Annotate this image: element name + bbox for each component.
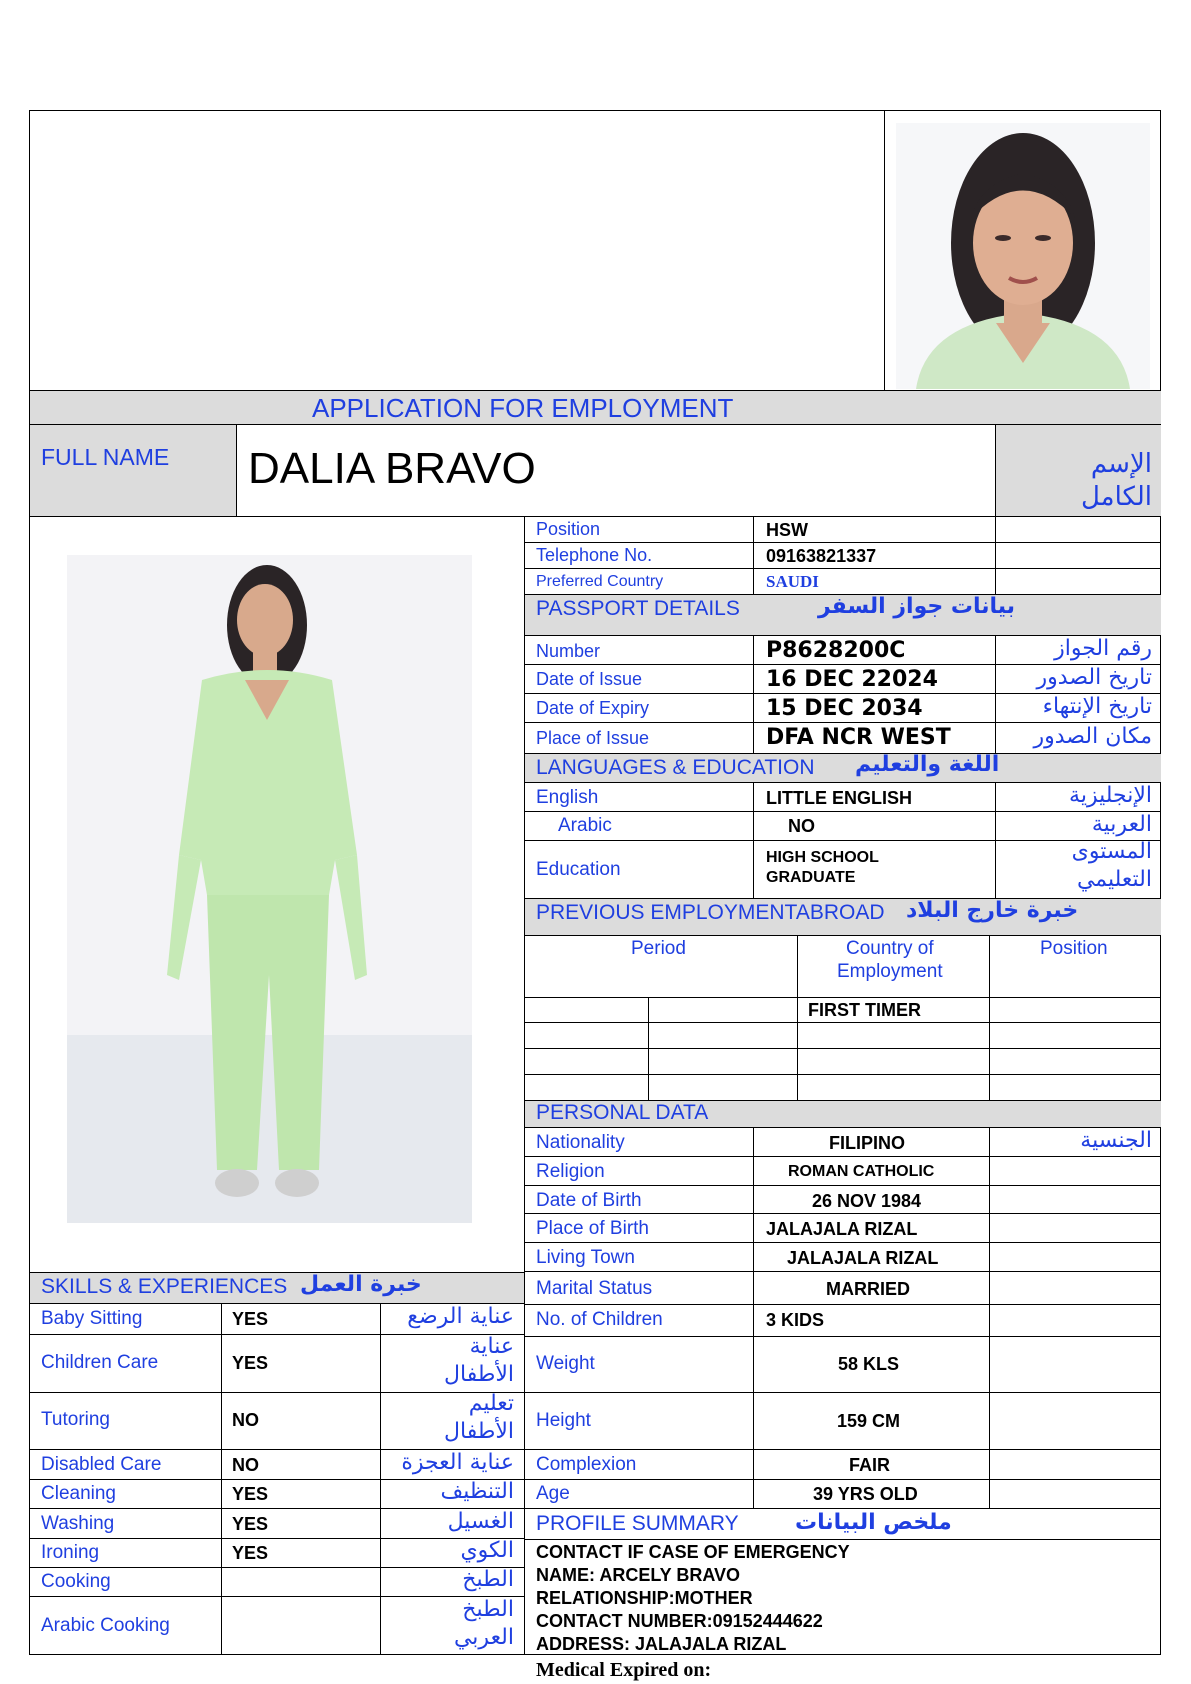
living-town-value: JALAJALA RIZAL — [787, 1248, 939, 1268]
religion-value: ROMAN CATHOLIC — [788, 1163, 935, 1180]
religion-label: Religion — [536, 1161, 605, 1182]
languages-section-title-ar: اللغة والتعليم — [855, 752, 1000, 777]
nationality-label: Nationality — [536, 1132, 625, 1153]
passport-number-label: Number — [536, 641, 601, 661]
date-of-expiry-ar: تاريخ الإنتهاء — [1042, 694, 1152, 719]
passport-number-value: P8628200C — [766, 638, 906, 663]
portrait-photo — [896, 123, 1150, 389]
date-of-expiry-label: Date of Expiry — [536, 698, 650, 718]
skill-cleaning-value: YES — [232, 1484, 269, 1504]
skill-tutoring-ar-line2: الأطفال — [444, 1419, 514, 1444]
skill-disabled-care-label: Disabled Care — [41, 1454, 162, 1475]
arabic-ar: العربية — [1091, 812, 1152, 837]
marital-status-value: MARRIED — [826, 1279, 910, 1299]
date-of-expiry-value: 15 DEC 2034 — [766, 696, 923, 721]
skill-washing-value: YES — [232, 1514, 269, 1534]
age-label: Age — [536, 1483, 570, 1504]
nationality-value: FILIPINO — [829, 1133, 905, 1153]
height-value: 159 CM — [837, 1411, 901, 1431]
skill-disabled-care-value: NO — [232, 1455, 259, 1475]
marital-status-label: Marital Status — [536, 1278, 653, 1299]
profile-line-1: CONTACT IF CASE OF EMERGENCY — [536, 1542, 850, 1562]
children-value: 3 KIDS — [766, 1310, 825, 1330]
period-column-header: Period — [631, 938, 686, 959]
first-timer-value: FIRST TIMER — [808, 1000, 921, 1020]
medical-expiry-label: Medical Expired on: — [536, 1659, 712, 1681]
passport-section-title-ar: بيانات جواز السفر — [818, 594, 1016, 619]
date-of-issue-label: Date of Issue — [536, 669, 643, 689]
page-title: APPLICATION FOR EMPLOYMENT — [312, 393, 734, 423]
preferred-country-label: Preferred Country — [536, 573, 664, 590]
profile-line-2: NAME: ARCELY BRAVO — [536, 1565, 741, 1585]
skill-baby-sitting-ar: عناية الرضع — [407, 1304, 514, 1329]
place-of-issue-value: DFA NCR WEST — [766, 725, 951, 750]
telephone-value: 09163821337 — [766, 546, 877, 566]
preferred-country-value: SAUDI — [766, 572, 819, 591]
skill-arabic-cooking-ar-line2: العربي — [453, 1625, 514, 1650]
passport-section-title: PASSPORT DETAILS — [536, 597, 740, 620]
education-ar-line1: المستوى — [1071, 839, 1152, 864]
education-label: Education — [536, 859, 621, 880]
education-value-line1: HIGH SCHOOL — [766, 849, 879, 866]
age-value: 39 YRS OLD — [813, 1484, 918, 1504]
profile-summary-title: PROFILE SUMMARY — [536, 1512, 739, 1535]
skill-ironing-label: Ironing — [41, 1542, 100, 1563]
weight-value: 58 KLS — [838, 1354, 900, 1374]
full-name-value: DALIA BRAVO — [248, 444, 536, 493]
full-name-label: FULL NAME — [41, 444, 170, 470]
arabic-value: NO — [788, 816, 815, 836]
personal-data-title: PERSONAL DATA — [536, 1101, 709, 1124]
previous-employment-title: PREVIOUS EMPLOYMENTABROAD — [536, 901, 885, 924]
previous-employment-title-ar: خبرة خارج البلاد — [906, 898, 1079, 923]
skill-arabic-cooking-ar-line1: الطبخ — [462, 1597, 514, 1622]
date-of-issue-value: 16 DEC 22024 — [766, 667, 938, 692]
education-ar-line2: التعليمي — [1076, 867, 1152, 892]
passport-number-ar: رقم الجواز — [1054, 636, 1152, 661]
arabic-label: Arabic — [558, 815, 612, 836]
profile-line-5: ADDRESS: JALAJALA RIZAL — [536, 1634, 787, 1654]
living-town-label: Living Town — [536, 1247, 635, 1268]
position-label: Position — [536, 519, 601, 539]
skill-baby-sitting-label: Baby Sitting — [41, 1308, 143, 1329]
place-of-birth-value: JALAJALA RIZAL — [766, 1219, 918, 1239]
place-of-birth-label: Place of Birth — [536, 1218, 649, 1239]
skill-disabled-care-ar: عناية العجزة — [401, 1450, 514, 1475]
profile-line-4: CONTACT NUMBER:09152444622 — [536, 1611, 823, 1631]
full-name-arabic: الإسم الكامل — [1080, 449, 1152, 512]
skill-arabic-cooking-label: Arabic Cooking — [41, 1615, 170, 1636]
skill-washing-ar: الغسيل — [447, 1509, 514, 1534]
skill-children-care-ar-line1: عناية — [469, 1334, 514, 1359]
skill-ironing-value: YES — [232, 1543, 269, 1563]
skill-baby-sitting-value: YES — [232, 1309, 269, 1329]
nationality-ar: الجنسية — [1080, 1128, 1152, 1153]
place-of-issue-label: Place of Issue — [536, 728, 650, 748]
skills-section-title: SKILLS & EXPERIENCES — [41, 1275, 288, 1298]
skill-tutoring-ar-line1: تعليم — [468, 1391, 514, 1416]
skill-tutoring-label: Tutoring — [41, 1409, 110, 1430]
telephone-label: Telephone No. — [536, 545, 653, 565]
english-label: English — [536, 787, 599, 808]
skill-children-care-label: Children Care — [41, 1352, 159, 1373]
profile-line-3: RELATIONSHIP:MOTHER — [536, 1588, 753, 1608]
skills-section-title-ar: خبرة العمل — [300, 1272, 422, 1297]
profile-summary-title-ar: ملخص البيانات — [795, 1510, 952, 1535]
position-value: HSW — [766, 520, 808, 540]
languages-section-title: LANGUAGES & EDUCATION — [536, 756, 815, 779]
height-label: Height — [536, 1410, 591, 1431]
skill-washing-label: Washing — [41, 1513, 115, 1534]
skill-cleaning-ar: التنظيف — [440, 1479, 514, 1504]
complexion-label: Complexion — [536, 1454, 637, 1475]
full-body-photo — [67, 555, 472, 1223]
skill-children-care-value: YES — [232, 1353, 269, 1373]
education-value-line2: GRADUATE — [766, 869, 856, 886]
skill-cooking-ar: الطبخ — [462, 1567, 514, 1592]
english-ar: الإنجليزية — [1069, 783, 1152, 808]
english-value: LITTLE ENGLISH — [766, 788, 912, 808]
position-column-header: Position — [1040, 938, 1108, 959]
place-of-issue-ar: مكان الصدور — [1033, 724, 1152, 749]
country-column-header-line2: Employment — [837, 961, 943, 982]
date-of-birth-value: 26 NOV 1984 — [812, 1191, 922, 1211]
country-column-header-line1: Country of — [846, 938, 934, 959]
complexion-value: FAIR — [849, 1455, 891, 1475]
skill-cooking-label: Cooking — [41, 1571, 111, 1592]
children-label: No. of Children — [536, 1309, 663, 1330]
skill-cleaning-label: Cleaning — [41, 1483, 116, 1504]
date-of-issue-ar: تاريخ الصدور — [1036, 665, 1152, 690]
skill-tutoring-value: NO — [232, 1410, 259, 1430]
skill-ironing-ar: الكوي — [460, 1538, 514, 1563]
weight-label: Weight — [536, 1353, 595, 1374]
date-of-birth-label: Date of Birth — [536, 1190, 642, 1211]
skill-children-care-ar-line2: الأطفال — [444, 1362, 514, 1387]
